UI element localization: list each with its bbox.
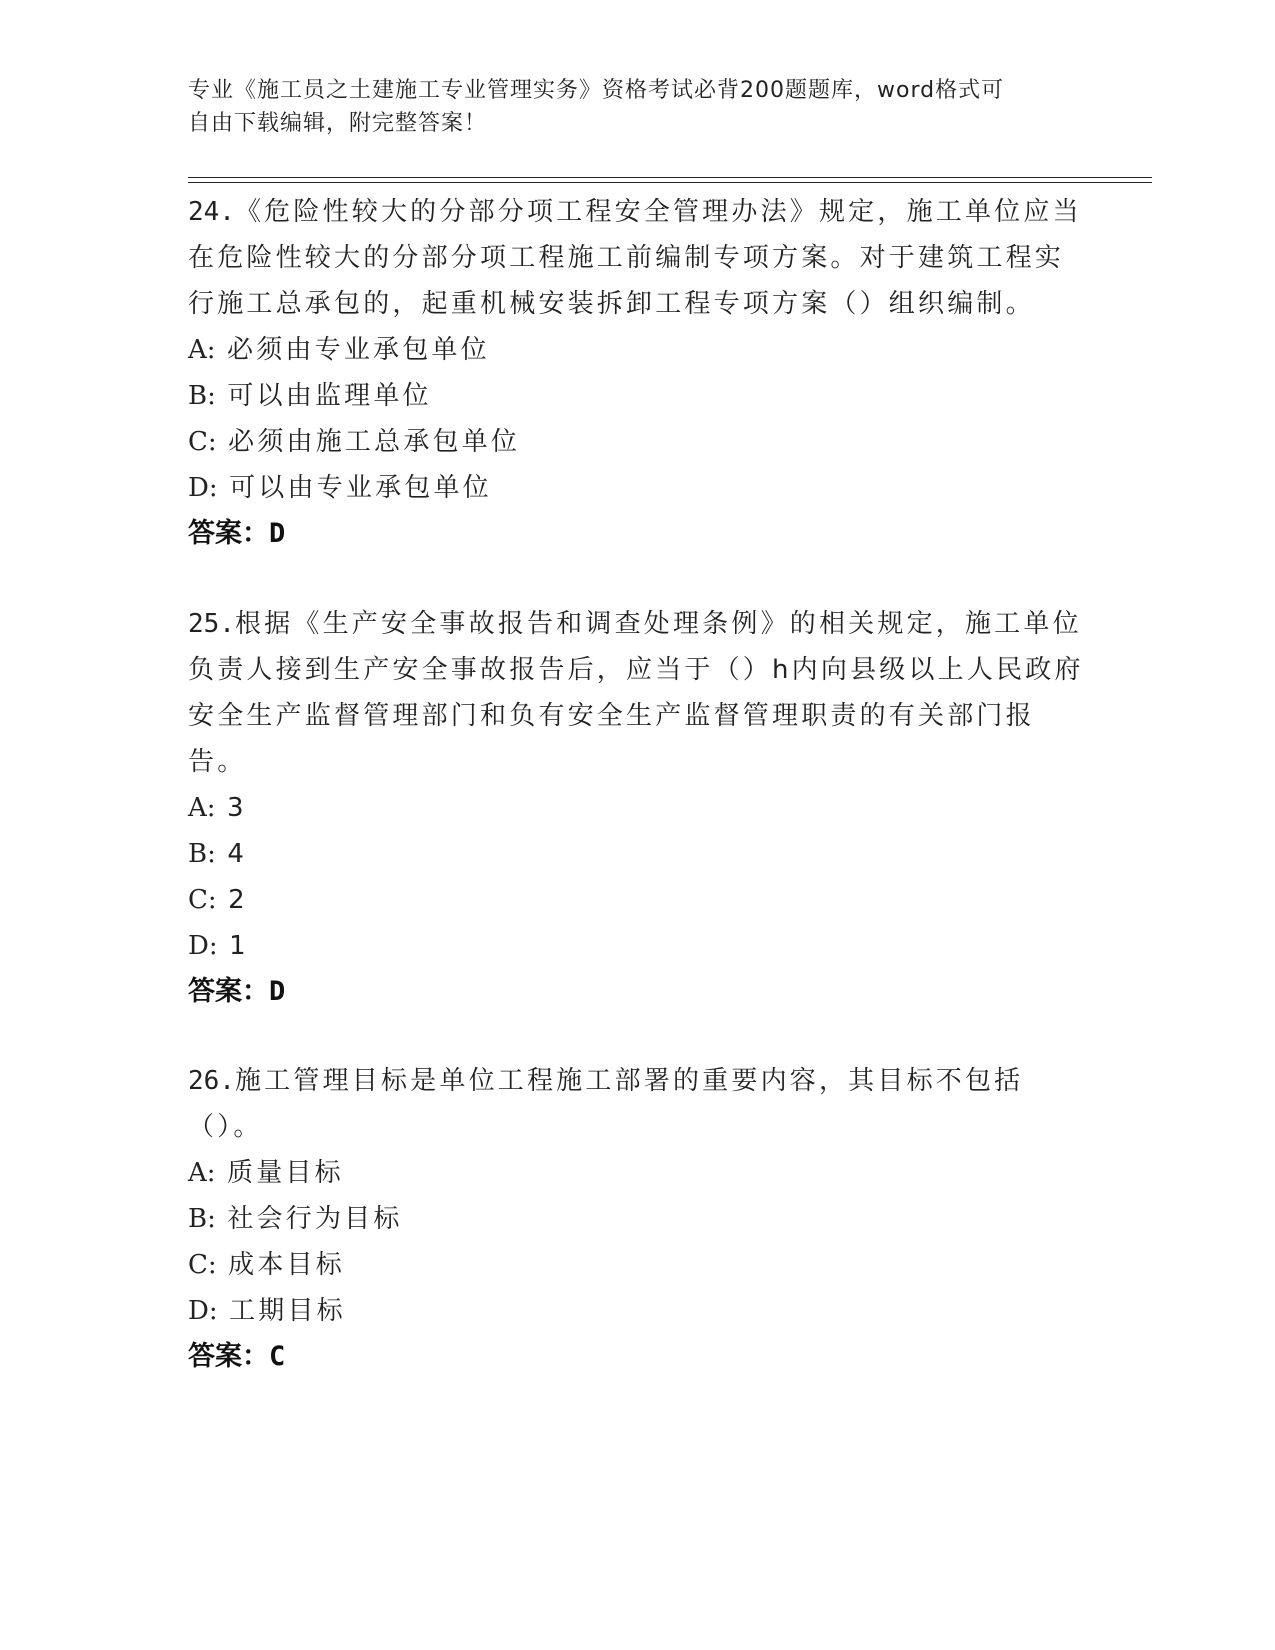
option-key: C: [188,427,217,457]
question-stem [188,601,1088,785]
option-a [188,1150,1088,1196]
option-text: 成本目标 [228,1250,345,1280]
question-stem [188,1058,1088,1150]
option-text: 2 [228,885,248,915]
option-text: 1 [229,931,249,961]
header-divider-top [188,177,1152,178]
question-number: 25. [188,609,235,639]
option-b [188,831,1088,877]
option-key: A: [188,335,216,365]
option-text: 必须由施工总承包单位 [228,427,521,457]
document-header [188,74,1068,140]
answer-value: D [269,518,286,549]
header-line-1: 专业《施工员之土建施工专业管理实务》资格考试必背200题题库，word格式可 [188,78,1005,103]
answer-value: D [269,976,286,1007]
option-text: 质量目标 [227,1158,344,1188]
question-text: 《危险性较大的分部分项工程安全管理办法》规定，施工单位应当在危险性较大的分部分项工程施工前编制专项方案。对于建筑工程实行施工总承包的，起重机械安装拆卸工程专项方案（）组织编制。 [188,197,1082,319]
option-key: A: [188,793,216,823]
option-a [188,785,1088,831]
option-c [188,877,1088,923]
option-d [188,923,1088,969]
option-d [188,465,1088,511]
option-text: 可以由监理单位 [227,381,432,411]
header-line-2: 自由下载编辑，附完整答案！ [188,111,488,136]
option-key: B: [188,381,216,411]
option-key: A: [188,1158,216,1188]
option-key: D: [188,931,218,961]
option-a [188,327,1088,373]
question-text: 施工管理目标是单位工程施工部署的重要内容，其目标不包括（）。 [188,1066,1024,1142]
option-key: C: [188,885,217,915]
option-key: B: [188,1204,216,1234]
question-number: 24. [188,197,235,227]
question-25 [188,601,1088,1015]
option-text: 可以由专业承包单位 [229,473,492,503]
question-24 [188,189,1088,557]
option-text: 4 [227,839,248,869]
answer-line [188,511,1088,557]
option-text: 必须由专业承包单位 [227,335,490,365]
answer-line [188,969,1088,1015]
option-key: D: [188,473,218,503]
option-key: C: [188,1250,217,1280]
option-b [188,1196,1088,1242]
option-c [188,419,1088,465]
option-c [188,1242,1088,1288]
option-text: 3 [227,793,247,823]
answer-label: 答案： [188,518,269,549]
header-divider-bottom [188,182,1152,183]
option-b [188,373,1088,419]
option-key: B: [188,839,216,869]
option-d [188,1288,1088,1334]
option-text: 工期目标 [229,1296,346,1326]
option-key: D: [188,1296,218,1326]
option-text: 社会行为目标 [227,1204,403,1234]
answer-value: C [269,1341,286,1372]
question-text: 根据《生产安全事故报告和调查处理条例》的相关规定，施工单位负责人接到生产安全事故报告后，应当于（）h内向县级以上人民政府安全生产监督管理部门和负有安全生产监督管理职责的有关部门报告。 [188,609,1084,777]
answer-label: 答案： [188,1341,269,1372]
answer-line [188,1334,1088,1380]
answer-label: 答案： [188,976,269,1007]
question-stem [188,189,1088,327]
question-number: 26. [188,1066,235,1096]
question-26 [188,1058,1088,1380]
